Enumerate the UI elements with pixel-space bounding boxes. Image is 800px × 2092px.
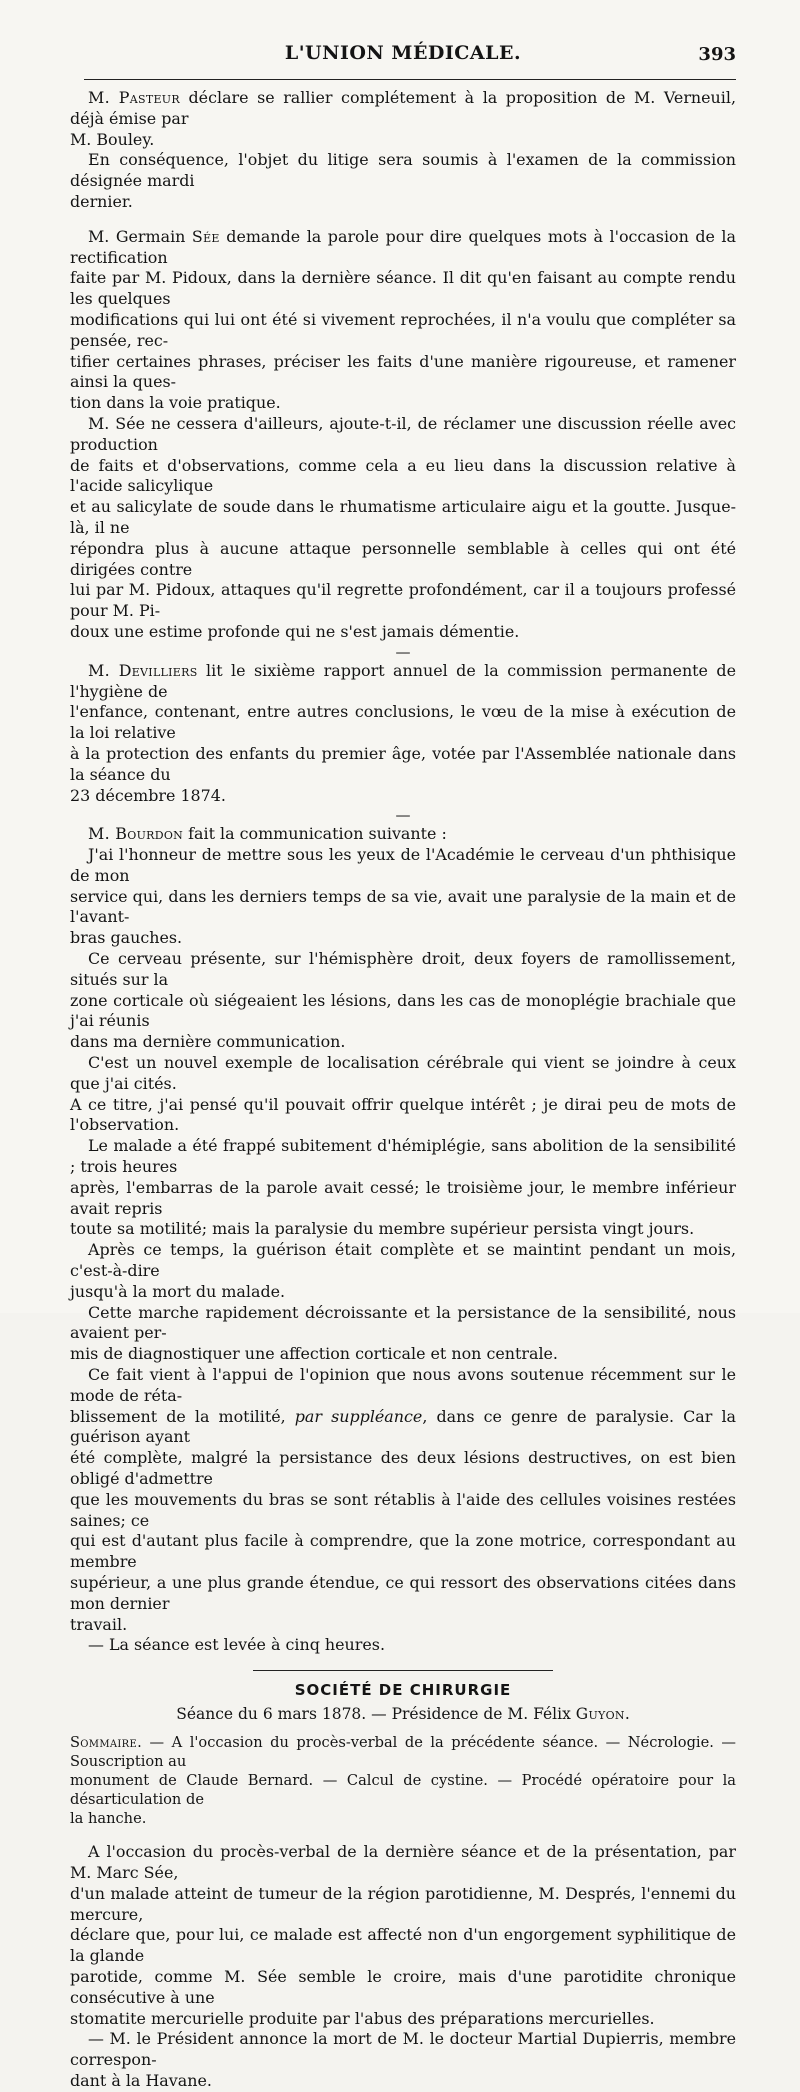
paragraph-see-continued: M. Sée ne cessera d'ailleurs, ajoute-t-il, de réclamer une discussion réelle avec production de faits et d'observations, comme cela a eu lieu dans la discussion relative à l'acide salicylique et au salicylate de soude dans le rhumatisme articulaire aigu et la goutte. Jusque-là, il ne répondra plus à aucune attaque personnelle semblable à celles qui ont été dirigées contre lui par M. Pidoux, attaques qu'il regrette profondément, car il a toujours professé pour M. Pi- doux une estime profonde qui ne s'est jamais démentie. <box>70 413 736 641</box>
seance-text: Séance du 6 mars 1878. — Présidence de M. Félix <box>176 1705 576 1724</box>
spacer <box>70 1828 736 1842</box>
section-rule <box>253 1670 553 1671</box>
spacer <box>70 213 736 227</box>
paragraph-despres: A l'occasion du procès-verbal de la dernière séance et de la présentation, par M. Marc Sée, d'un malade atteint de tumeur de la région parotidienne, M. Després, l'ennemi du mercure, déclare que, pour lui, ce malade est affecté non d'un engorgement syphilitique de la glande parotide, comme M. Sée semble le croire, mais d'une parotidite chronique consécutive à une stomatite mercurielle produite par l'abus des préparations mercurielles. <box>70 1842 736 2028</box>
speaker-name: M. Bourdon <box>88 824 184 844</box>
speaker-name: M. Pasteur <box>88 88 180 107</box>
paragraph-bourdon-3: C'est un nouvel exemple de localisation cérébrale qui vient se joindre à ceux que j'ai cités. A ce titre, j'ai pensé qu'il pouvait offrir quelque intérêt ; je dirai peu de mots de l'observation. <box>70 1053 736 1135</box>
seance-line <box>70 1705 736 1723</box>
speaker-prefix: M. Germain <box>88 226 192 246</box>
page-header <box>70 42 736 68</box>
header-rule <box>84 79 736 80</box>
paragraph-consequence: En conséquence, l'objet du litige sera soumis à l'examen de la commission désignée mardi dernier. <box>70 150 736 211</box>
paragraph-seance-closed: — La séance est levée à cinq heures. <box>88 1635 386 1655</box>
sommaire-text: — A l'occasion du procès-verbal de la précédente séance. — Nécrologie. — Souscription au monument de Claude Bernard. — Calcul de cystine. — Procédé opératoire pour la désarticulation de la hanche. <box>70 1734 736 1828</box>
paragraph-bourdon <box>70 824 736 845</box>
separator-dash: — <box>395 642 411 661</box>
seance-end: . <box>624 1705 630 1724</box>
page-number: 393 <box>698 44 736 65</box>
paragraph-pasteur <box>70 88 736 150</box>
paragraph-bourdon-2: Ce cerveau présente, sur l'hémisphère droit, deux foyers de ramollissement, situés sur la zone corticale où siégeaient les lésions, dans les cas de monoplégie brachiale que j'ai réunis dans ma dernière communication. <box>70 949 736 1052</box>
paragraph-bourdon-5: Après ce temps, la guérison était complète et se maintint pendant un mois, c'est-à-dire jusqu'à la mort du malade. <box>70 1240 736 1301</box>
italic-term: par suppléance <box>294 1406 423 1426</box>
speaker-name: Sée <box>191 226 220 246</box>
paragraph-bourdon-6: Cette marche rapidement décroissante et la persistance de la sensibilité, nous avaient per- mis de diagnostiquer une affection corticale et non centrale. <box>70 1302 736 1364</box>
paragraph-text: , dans ce genre de paralysie. Car la guérison ayant été complète, malgré la persistance des deux lésions destructives, on est bien obligé d'admettre que les mouvements du bras se sont rétablis à l'aide des cellules voisines restées saines; ce qui est d'autant plus facile à comprendre, que la zone motrice, correspondant au membre supérieur, a une plus grande étendue, ce qui ressort des observations citées dans mon dernier travail. <box>70 1406 736 1634</box>
paragraph-text: lit le sixième rapport annuel de la commission permanente de l'hygiène de l'enfance, contenant, entre autres conclusions, le vœu de la mise à exécution de la loi relative à la protection des enfants du premier âge, votée par l'Assemblée nationale dans la séance du 23 décembre 1874. <box>70 660 737 805</box>
paragraph-devilliers <box>70 661 736 807</box>
paragraph-bourdon-1: J'ai l'honneur de mettre sous les yeux de l'Académie le cerveau d'un phthisique de mon service qui, dans les derniers temps de sa vie, avait une paralysie de la main et de l'avant- bras gauches. <box>70 845 736 948</box>
paragraph-text: demande la parole pour dire quelques mots à l'occasion de la rectification faite par M. Pidoux, dans la dernière séance. Il dit qu'en faisant au compte rendu les quelques modifications qui lui ont été si vivement reprochées, il n'a voulu que compléter sa pensée, rec- tifier certaines phrases, préciser les faits d'une manière rigoureuse, et ramener ainsi la ques- tion dans la voie pratique. <box>70 226 736 413</box>
president-name: Guyon <box>575 1705 625 1724</box>
separator-dash: — <box>395 806 411 825</box>
paragraph-text: fait la communication suivante : <box>183 824 447 844</box>
sommaire <box>70 1733 736 1828</box>
paragraph-president: — M. le Président annonce la mort de M. le docteur Martial Dupierris, membre correspon- dant à la Havane. <box>70 2029 736 2090</box>
paragraph-text: déclare se rallier complétement à la proposition de M. Verneuil, déjà émise par M. Bouley. <box>70 88 737 149</box>
paragraph-text: Ce fait vient à l'appui de l'opinion que nous avons soutenue récemment sur le mode de réta- blissement de la motilité, <box>70 1365 736 1426</box>
paragraph-bourdon-4: Le malade a été frappé subitement d'hémiplégie, sans abolition de la sensibilité ; trois heures après, l'embarras de la parole avait cessé; le troisième jour, le membre inférieur avait repris toute sa motilité; mais la paralysie du membre supérieur persista vingt jours. <box>70 1136 736 1239</box>
sommaire-label: Sommaire. <box>70 1734 143 1752</box>
running-title: L'UNION MÉDICALE. <box>284 42 522 64</box>
paragraph-see <box>70 227 736 414</box>
article-body <box>70 88 736 2092</box>
paragraph-bourdon-7 <box>70 1365 736 1635</box>
section-title: SOCIÉTÉ DE CHIRURGIE <box>294 1681 512 1700</box>
speaker-name: M. Devilliers <box>88 660 198 680</box>
